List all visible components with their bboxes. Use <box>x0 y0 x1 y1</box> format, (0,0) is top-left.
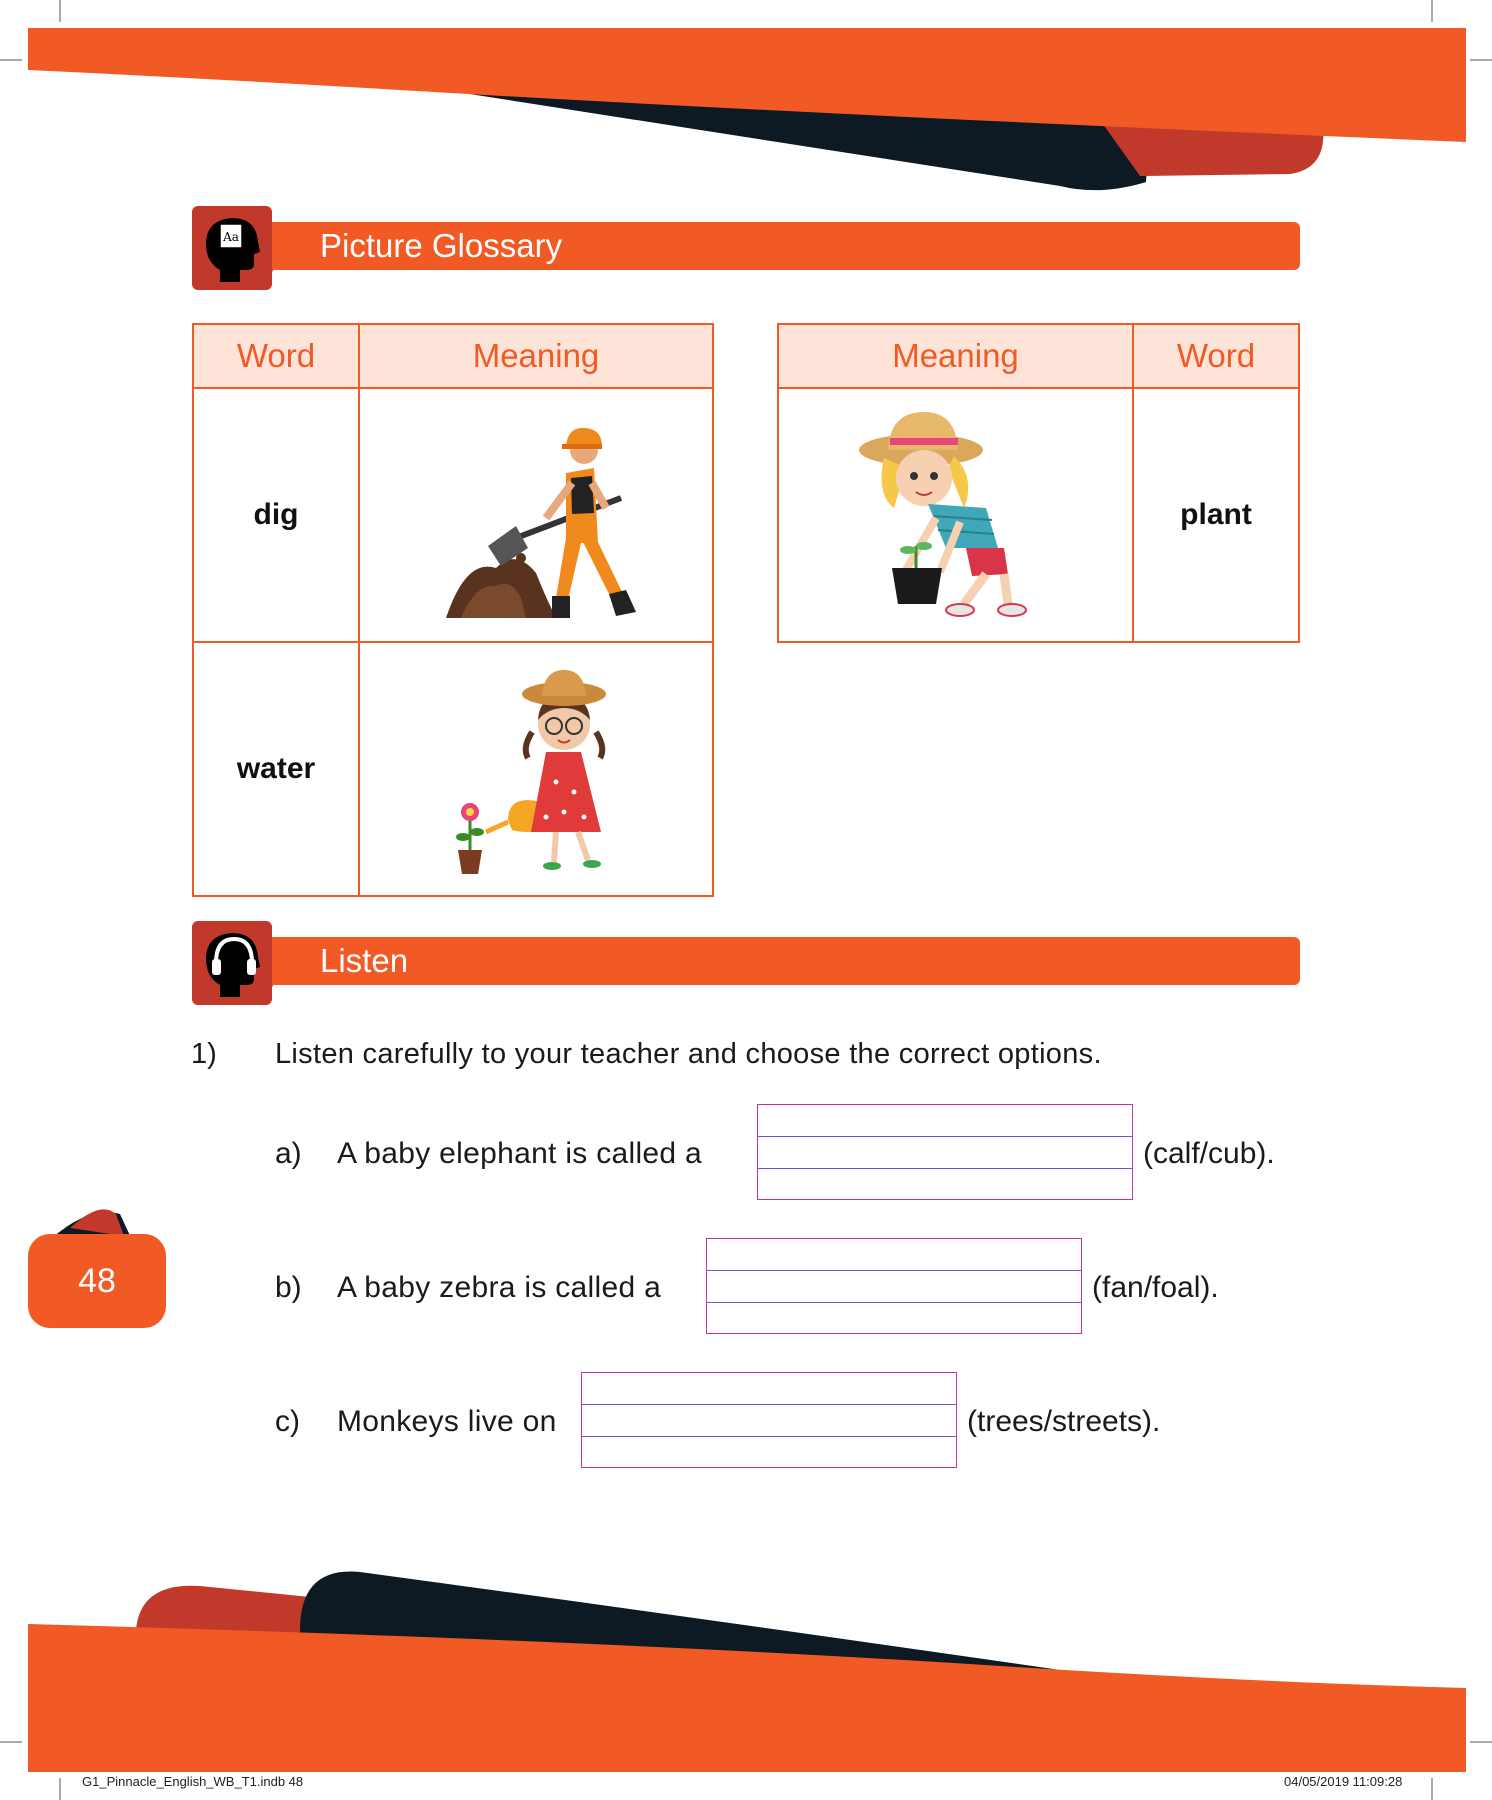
listen-title: Listen <box>320 942 409 979</box>
glossary-table-right <box>777 323 1300 643</box>
svg-text:Aa: Aa <box>223 230 239 244</box>
header-word: Word <box>193 324 359 388</box>
glossary-header-bar <box>272 222 1300 270</box>
listen-header-bar <box>272 937 1300 985</box>
worker-digging-picture <box>359 388 713 642</box>
glossary-title: Picture Glossary <box>320 227 563 264</box>
question-instruction: Listen carefully to your teacher and choose the correct options. <box>275 1038 1102 1070</box>
item-c-text: Monkeys live on <box>337 1405 557 1438</box>
question-number: 1) <box>191 1038 217 1070</box>
footer-file: G1_Pinnacle_English_WB_T1.indb 48 <box>82 1774 304 1789</box>
footer-timestamp: 04/05/2019 11:09:28 <box>1284 1774 1403 1789</box>
item-b-text: A baby zebra is called a <box>337 1271 662 1304</box>
answer-box-b[interactable] <box>706 1238 1082 1334</box>
page-number: 48 <box>28 1234 166 1328</box>
answer-box-c[interactable] <box>581 1372 957 1468</box>
header-meaning: Meaning <box>359 324 713 388</box>
word-water: water <box>193 642 359 896</box>
header-word: Word <box>1133 324 1299 388</box>
table-row <box>193 642 713 896</box>
item-a-options: (calf/cub). <box>1143 1137 1275 1170</box>
table-row <box>778 388 1299 642</box>
item-c-options: (trees/streets). <box>967 1405 1161 1438</box>
header-meaning: Meaning <box>778 324 1133 388</box>
girl-planting-picture <box>778 388 1133 642</box>
headphones-head-icon <box>192 921 272 1005</box>
item-b-options: (fan/foal). <box>1092 1271 1219 1304</box>
word-dig: dig <box>193 388 359 642</box>
item-a-text: A baby elephant is called a <box>337 1137 703 1170</box>
answer-box-a[interactable] <box>757 1104 1133 1200</box>
glossary-table-left <box>192 323 714 897</box>
word-plant: plant <box>1133 388 1299 642</box>
item-a-label: a) <box>275 1137 302 1170</box>
girl-watering-plant-picture <box>359 642 713 896</box>
item-b-label: b) <box>275 1271 302 1304</box>
item-c-label: c) <box>275 1405 300 1438</box>
table-row <box>193 388 713 642</box>
glossary-head-icon <box>192 206 272 290</box>
